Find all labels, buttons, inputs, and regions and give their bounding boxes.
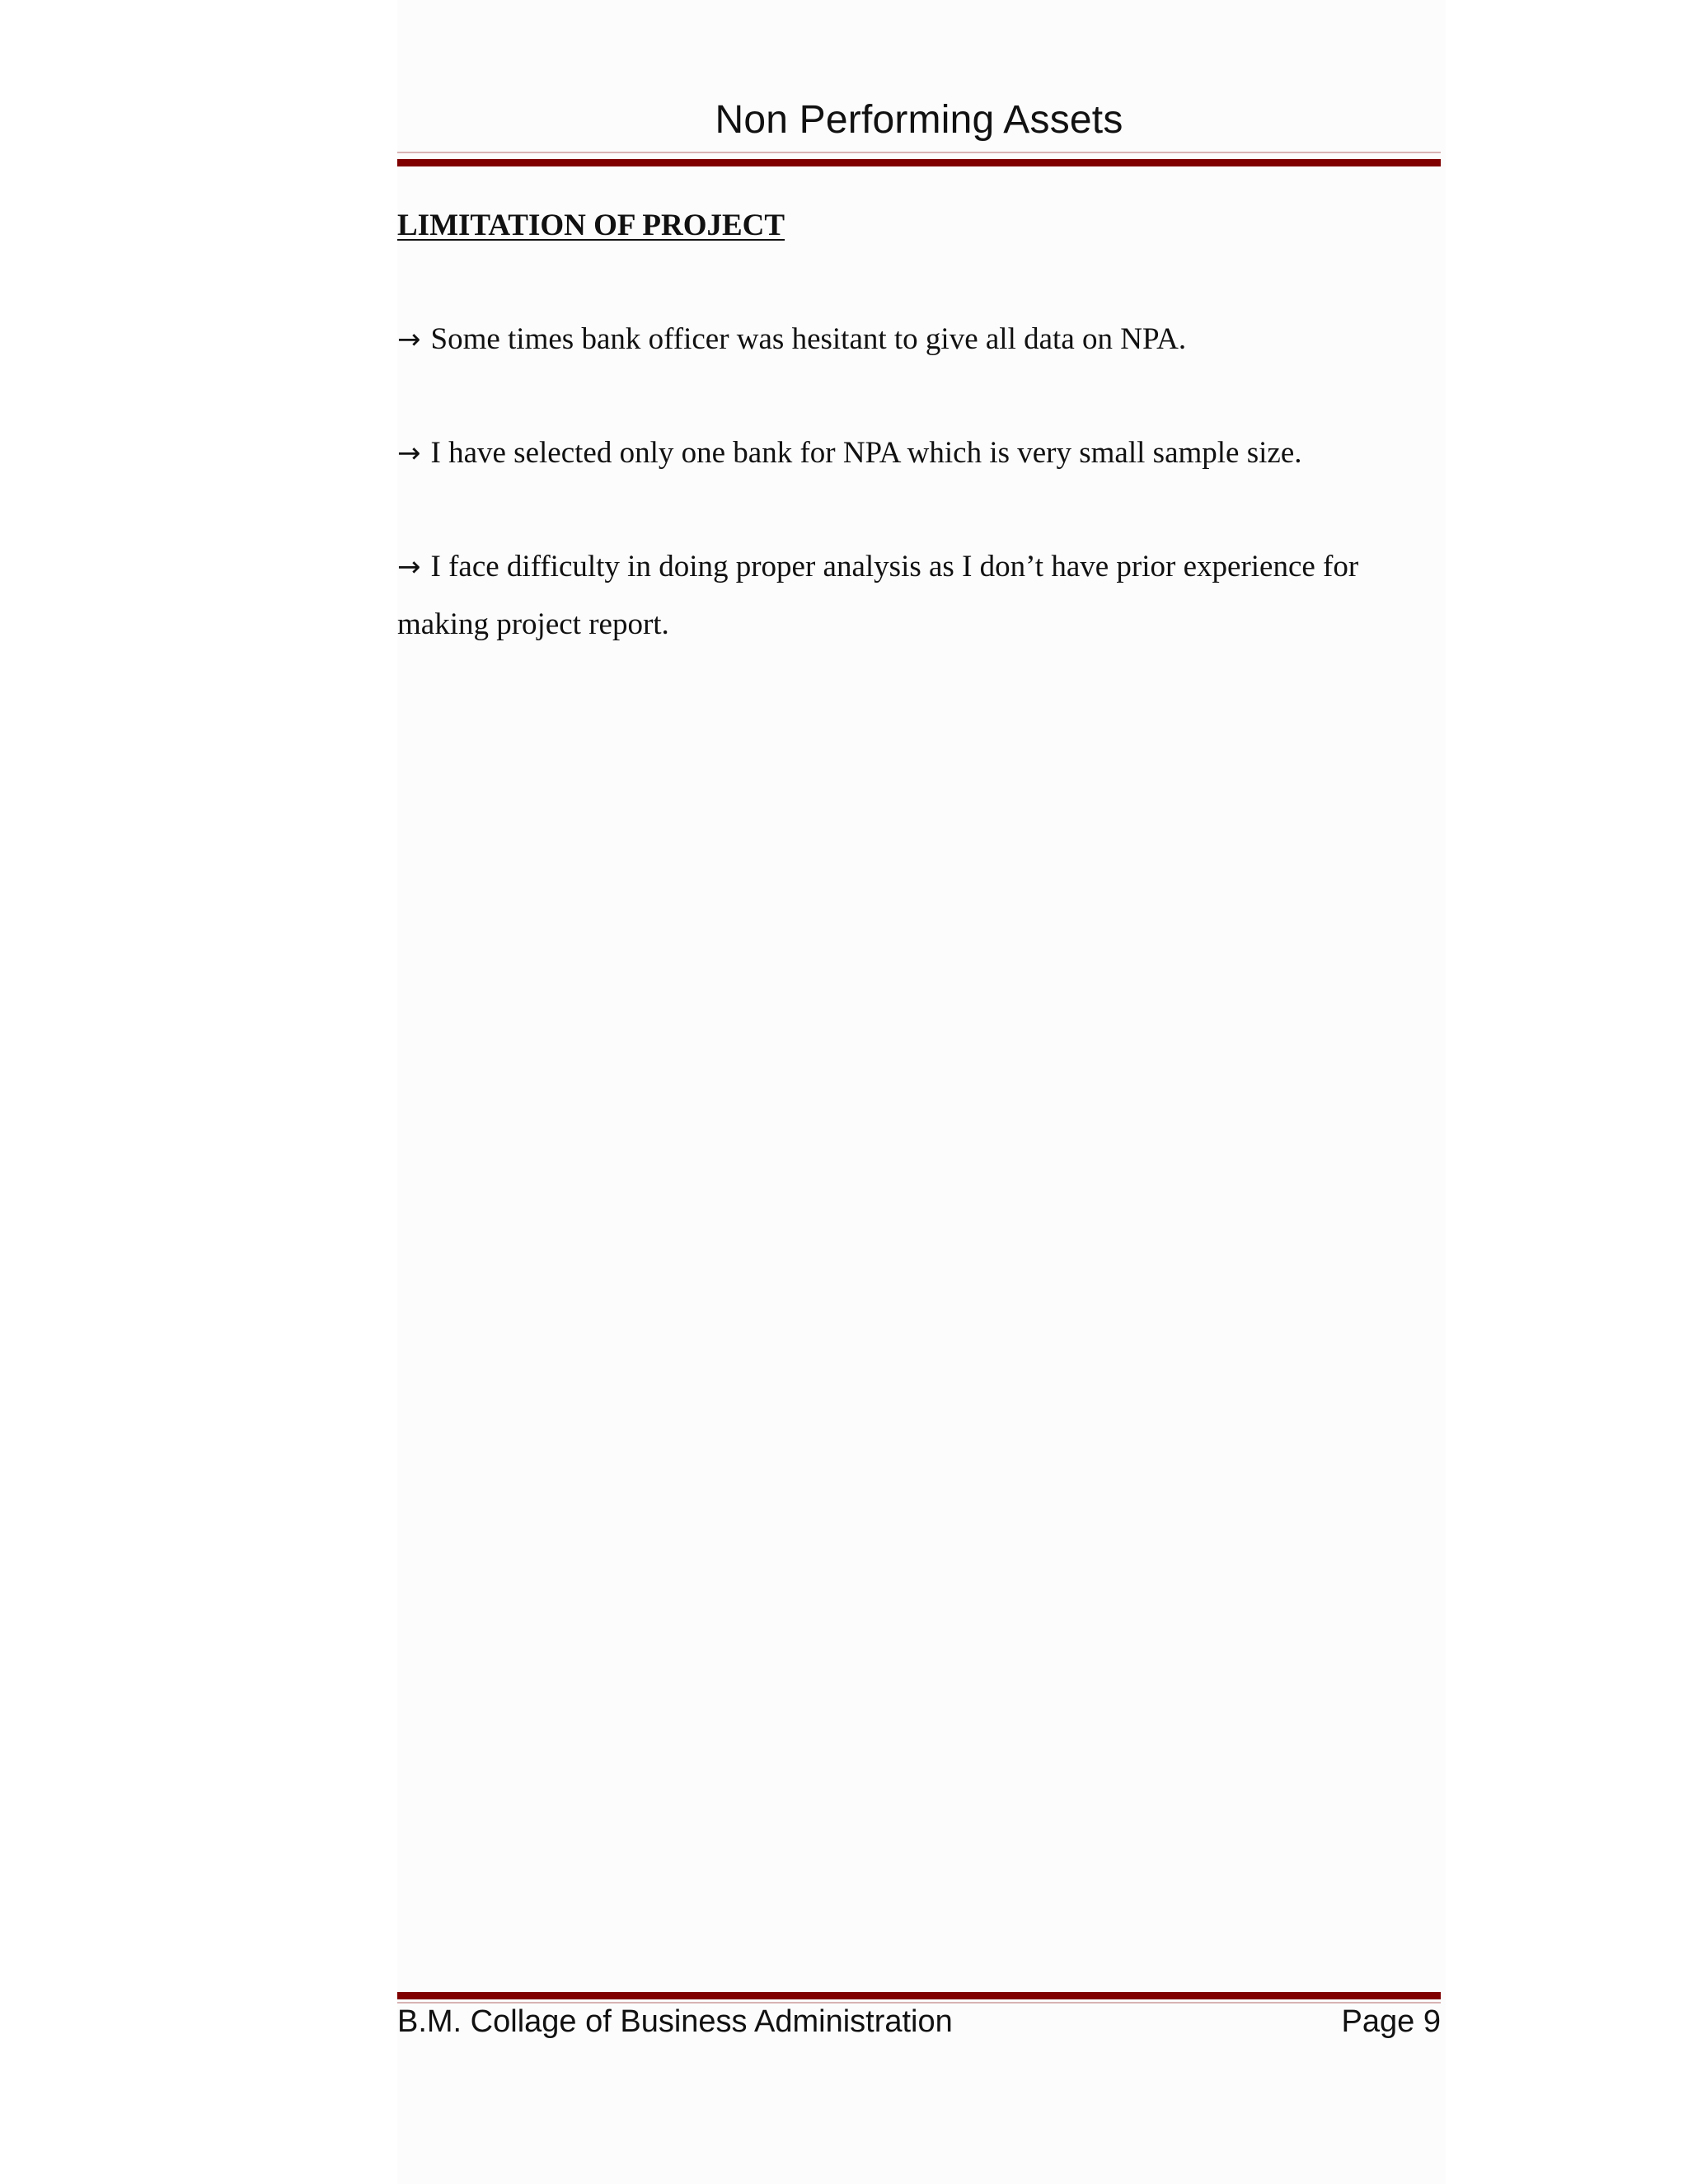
- section-heading: LIMITATION OF PROJECT: [397, 209, 785, 242]
- bullet-text: I face difficulty in doing proper analysis as I don’t have prior experience for making project report.: [397, 550, 1359, 641]
- header-thick-rule: [397, 159, 1441, 166]
- page-header-title: Non Performing Assets: [715, 98, 1123, 142]
- footer-institution: B.M. Collage of Business Administration: [397, 2004, 953, 2039]
- bullet-item: [397, 424, 1441, 482]
- arrow-right-icon: →: [397, 323, 421, 356]
- footer-thin-rule: [397, 2002, 1441, 2004]
- arrow-right-icon: →: [397, 551, 421, 583]
- header-thin-rule: [397, 152, 1441, 153]
- bullet-text: I have selected only one bank for NPA which is very small sample size.: [430, 436, 1302, 470]
- bullet-text: Some times bank officer was hesitant to give all data on NPA.: [430, 322, 1187, 356]
- arrow-right-icon: →: [397, 437, 421, 470]
- footer-page-number: Page 9: [1341, 2004, 1441, 2039]
- footer-thick-rule: [397, 1992, 1441, 1999]
- bullet-item: [397, 311, 1441, 368]
- bullet-item: [397, 538, 1441, 653]
